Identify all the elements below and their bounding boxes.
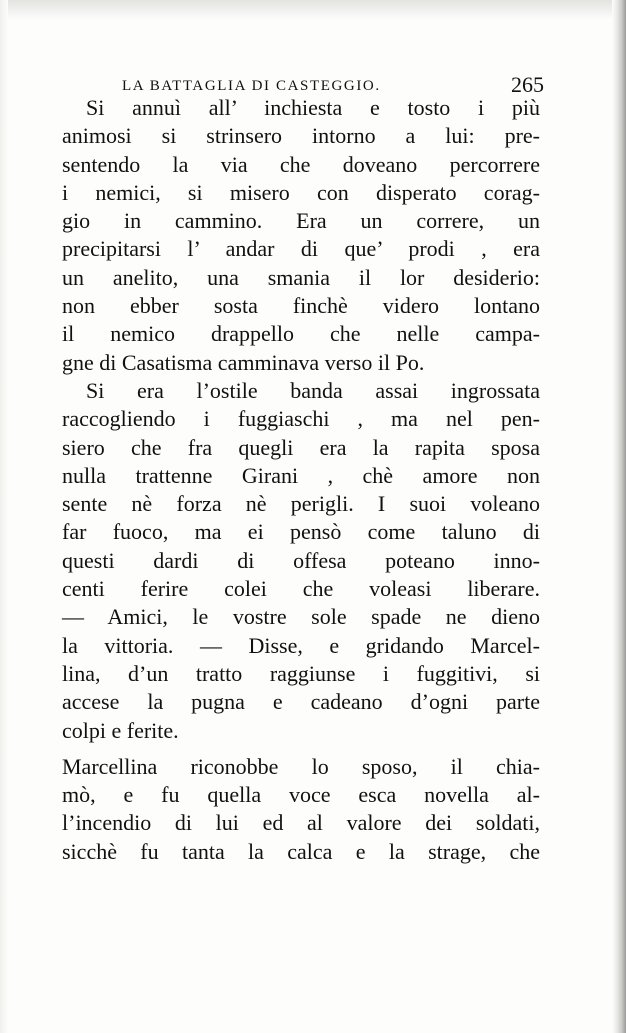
page-right-edge [612,0,626,1033]
paragraph [62,94,540,377]
text-line: sentendo la via che doveano percorrere [62,151,540,177]
text-line: sente nè forza nè perigli. I suoi voleano [62,491,540,517]
paragraph [62,377,540,745]
page-top-shadow [0,0,626,20]
page-number: 265 [511,72,544,97]
paragraph-gap [62,745,540,753]
text-line: raccogliendo i fuggiaschi , ma nel pen- [62,406,540,432]
text-line: un anelito, una smania il lor desiderio: [62,264,540,290]
text-line: gio in cammino. Era un correre, un [62,208,540,234]
text-line: Marcellina riconobbe lo sposo, il chia- [62,753,540,779]
text-line: centi ferire colei che voleasi liberare. [62,576,540,602]
text-line: non ebber sosta finchè videro lontano [62,293,540,319]
body-text [62,94,540,866]
text-line: siero che fra quegli era la rapita sposa [62,434,540,460]
text-line: l’incendio di lui ed al valore dei soldati, [62,810,540,836]
text-line: nulla trattenne Girani , chè amore non [62,462,540,488]
text-line: questi dardi di offesa poteano inno- [62,547,540,573]
text-line: Si annuì all’ inchiesta e tosto i più [86,95,540,120]
text-line: far fuoco, ma ei pensò come taluno di [62,519,540,545]
page-left-shadow [0,0,8,1033]
text-line: precipitarsi l’ andar di que’ prodi , era [62,236,540,262]
text-line: colpi e ferite. [62,717,179,743]
text-line: i nemici, si misero con disperato corag- [62,179,540,205]
text-line: sicchè fu tanta la calca e la strage, che [62,838,540,864]
text-line: Si era l’ostile banda assai ingrossata [86,377,540,403]
text-line: accese la pugna e cadeano d’ogni parte [62,689,540,715]
text-line: — Amici, le vostre sole spade ne dieno [62,604,540,630]
text-line: il nemico drappello che nelle campa- [62,321,540,347]
text-line: la vittoria. — Disse, e gridando Marcel- [62,632,540,658]
text-line: lina, d’un tratto raggiunse i fuggitivi, si [62,660,540,686]
running-title: LA BATTAGLIA DI CASTEGGIO. [122,78,381,94]
text-line: gne di Casatisma camminava verso il Po. [62,349,425,375]
paragraph [62,753,540,866]
text-line: mò, e fu quella voce esca novella al- [62,782,540,808]
text-line: animosi si strinsero intorno a lui: pre- [62,123,540,149]
